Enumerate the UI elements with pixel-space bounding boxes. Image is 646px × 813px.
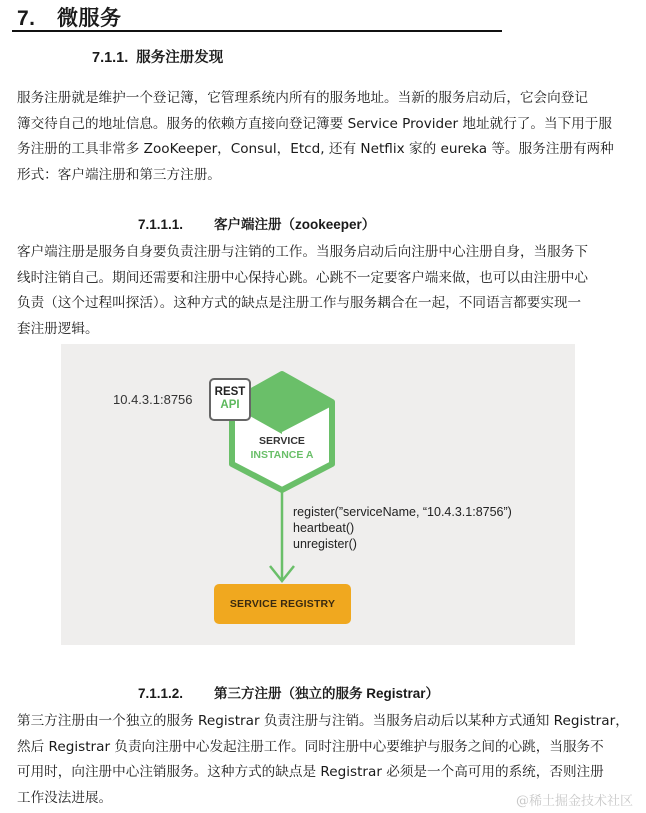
call-heartbeat: heartbeat() (293, 521, 355, 535)
paragraph-line: 套注册逻辑。 (17, 321, 99, 338)
section-heading (92, 46, 223, 67)
chapter-title: 微服务 (57, 7, 122, 30)
call-register: register(”serviceName, “10.4.3.1:8756”) (293, 505, 512, 519)
paragraph-line: 服务注册就是维护一个登记簿，它管理系统内所有的服务地址。当新的服务启动后，它会向登记 (17, 90, 588, 106)
watermark: @稀土掘金技术社区 (516, 794, 634, 809)
service-registration-diagram (61, 344, 575, 645)
instance-address: 10.4.3.1:8756 (113, 392, 193, 407)
paragraph-line: 簿交待自己的地址信息。服务的依赖方直接向登记簿要 Service Provider 地址就行了。当下用于服 (17, 115, 612, 132)
paragraph-line: 负责（这个过程叫探活）。这种方式的缺点是注册工作与服务耦合在一起，不同语言都要实现一 (17, 295, 582, 312)
client-registration-paragraph (17, 240, 629, 343)
chapter-heading (17, 2, 122, 32)
subsection-title: 第三方注册（独立的服务 Registrar） (214, 686, 440, 701)
paragraph-line: 第三方注册由一个独立的服务 Registrar 负责注册与注销。当服务启动后以某种方式通知 Registrar， (17, 713, 629, 729)
paragraph-line: 形式：客户端注册和第三方注册。 (17, 167, 221, 184)
paragraph-line: 工作没法进展。 (17, 790, 113, 807)
paragraph-line: 客户端注册是服务自身要负责注册与注销的工作。当服务启动后向注册中心注册自身，当服务下 (17, 244, 588, 260)
chapter-number: 7. (17, 7, 36, 30)
paragraph-line: 可用时，向注册中心注销服务。这种方式的缺点是 Registrar 必须是一个高可用的系统，否则注册 (17, 764, 604, 781)
subsection-title: 客户端注册（zookeeper） (214, 217, 376, 232)
heading-divider (12, 30, 502, 32)
subsection-number: 7.1.1.1. (138, 217, 184, 232)
service-registry-box: SERVICE REGISTRY (214, 584, 351, 624)
paragraph-line: 线时注销自己。期间还需要和注册中心保持心跳。心跳不一定要客户端来做，也可以由注册中心 (17, 269, 588, 286)
subsection-heading-third-party (138, 682, 439, 702)
service-label: SERVICE (259, 435, 305, 447)
rest-label: REST (214, 386, 246, 398)
service-instance-label (232, 434, 332, 462)
subsection-number: 7.1.1.2. (138, 686, 184, 701)
section-number: 7.1.1. (92, 50, 129, 66)
subsection-heading-client (138, 213, 375, 233)
registry-calls (293, 504, 512, 552)
paragraph-line: 然后 Registrar 负责向注册中心发起注册工作。同时注册中心要维护与服务之间的心跳，当服务不 (17, 738, 604, 755)
intro-paragraph (17, 86, 629, 189)
rest-api-badge (209, 378, 251, 421)
api-label: API (220, 399, 240, 411)
instance-label: INSTANCE A (250, 449, 314, 461)
call-unregister: unregister() (293, 537, 357, 551)
paragraph-line: 务注册的工具非常多 ZooKeeper，Consul，Etcd, 还有 Netflix 家的 eureka 等。服务注册有两种 (17, 141, 614, 158)
section-title: 服务注册发现 (136, 50, 224, 66)
